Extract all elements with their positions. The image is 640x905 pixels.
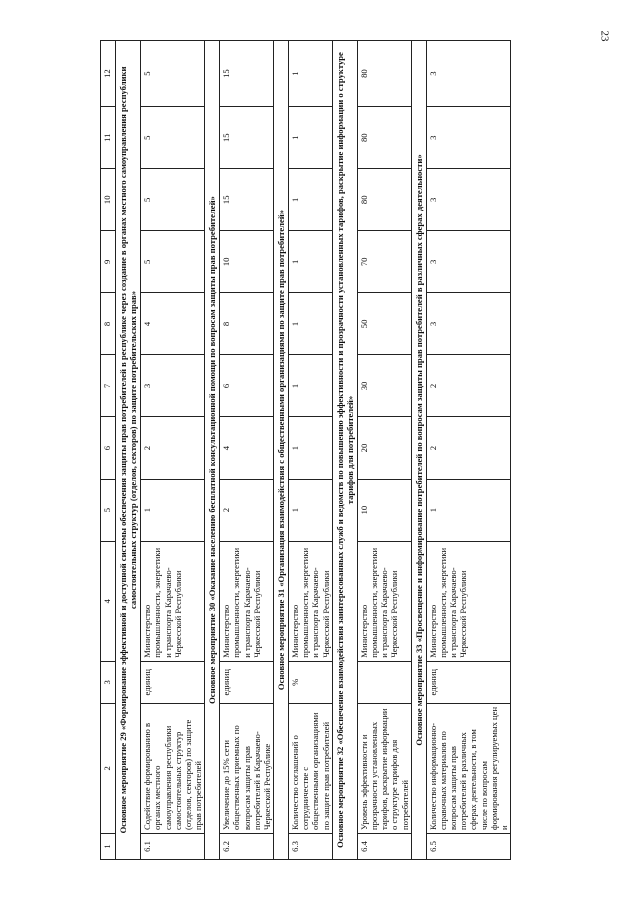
- col-header: 4: [101, 541, 116, 661]
- section-title-row: [116, 41, 141, 860]
- year-value: 1: [289, 169, 333, 231]
- year-value: 15: [220, 169, 274, 231]
- year-value: 5: [141, 231, 205, 293]
- unit-of-measure: [357, 661, 411, 703]
- row-number: 6.3: [289, 833, 333, 859]
- col-header: 6: [101, 417, 116, 479]
- year-value: 1: [289, 417, 333, 479]
- header-row: [101, 41, 116, 860]
- unit-of-measure: единиц: [426, 661, 510, 703]
- year-value: 30: [357, 355, 411, 417]
- year-value: 2: [141, 417, 205, 479]
- rotated-table-container: [100, 40, 570, 860]
- section-title: Основное мероприятие 29 «Формирование эффективной и доступной системы обеспечения защиты прав потребителей в республике через создание в органах местного самоуправления республики самостоятельных структур (отделов, секторов) по защите потребительских прав»: [116, 41, 141, 860]
- year-value: 80: [357, 169, 411, 231]
- year-value: 3: [426, 293, 510, 355]
- indicator-name: Количество информационно-справочных материалов по вопросам защиты прав потребителей в различных сферах деятельности, в том числе по вопросам формирования регулируемых цен и: [426, 703, 510, 833]
- table-row: [357, 41, 411, 860]
- year-value: 5: [141, 41, 205, 107]
- responsible-executor: Министерство промышленности, энергетики и транспорта Карачаево-Черкесской Республики: [220, 541, 274, 661]
- col-header: 9: [101, 231, 116, 293]
- year-value: 70: [357, 231, 411, 293]
- year-value: 6: [220, 355, 274, 417]
- year-value: 1: [289, 355, 333, 417]
- section-title: Основное мероприятие 31 «Организация взаимодействия с общественными организациями по защите прав потребителей»: [273, 41, 288, 860]
- col-header: 8: [101, 293, 116, 355]
- year-value: 2: [426, 355, 510, 417]
- section-title-row: [332, 41, 357, 860]
- row-number: 6.5: [426, 833, 510, 859]
- year-value: 20: [357, 417, 411, 479]
- year-value: 15: [220, 107, 274, 169]
- section-title: Основное мероприятие 33 «Просвещение и информирование потребителей по вопросам защиты прав потребителей в различных сферах деятельности»: [411, 41, 426, 860]
- section-title: Основное мероприятие 32 «Обеспечение взаимодействия заинтересованных служб и ведомств по повышению эффективности и прозрачности установленных тарифов, раскрытие информации о структуре тарифов для потребителей»: [332, 41, 357, 860]
- year-value: 1: [289, 293, 333, 355]
- year-value: 3: [141, 355, 205, 417]
- col-header: 10: [101, 169, 116, 231]
- year-value: 1: [289, 107, 333, 169]
- table-row: [426, 41, 510, 860]
- year-value: 50: [357, 293, 411, 355]
- year-value: 8: [220, 293, 274, 355]
- row-number: 6.2: [220, 833, 274, 859]
- page-number: 23: [598, 30, 611, 42]
- year-value: 3: [426, 41, 510, 107]
- unit-of-measure: %: [289, 661, 333, 703]
- year-value: 1: [289, 479, 333, 541]
- section-title-row: [205, 41, 220, 860]
- year-value: 1: [426, 479, 510, 541]
- col-header: 2: [101, 703, 116, 833]
- responsible-executor: Министерство промышленности, энергетики и транспорта Карачаево-Черкесской Республики: [141, 541, 205, 661]
- year-value: 10: [220, 231, 274, 293]
- section-title-row: [273, 41, 288, 860]
- year-value: 4: [141, 293, 205, 355]
- col-header: 11: [101, 107, 116, 169]
- section-title: Основное мероприятие 30 «Оказание населению бесплатной консультационной помощи по вопросам защиты прав потребителей»: [205, 41, 220, 860]
- year-value: 5: [141, 169, 205, 231]
- unit-of-measure: единиц: [141, 661, 205, 703]
- year-value: 2: [220, 479, 274, 541]
- indicator-name: Количество соглашений о сотрудничестве с общественными организациями по защите прав потребителей: [289, 703, 333, 833]
- year-value: 80: [357, 107, 411, 169]
- responsible-executor: Министерство промышленности, энергетики и транспорта Карачаево-Черкесской Республики: [426, 541, 510, 661]
- col-header: 1: [101, 833, 116, 859]
- table-row: [141, 41, 205, 860]
- indicator-name: Увеличение до 15% сети общественных приемных по вопросам защиты прав потребителей в Карачаево-Черкесской Республике: [220, 703, 274, 833]
- responsible-executor: Министерство промышленности, энергетики и транспорта Карачаево-Черкесской Республики: [357, 541, 411, 661]
- year-value: 4: [220, 417, 274, 479]
- table-row: [289, 41, 333, 860]
- year-value: 10: [357, 479, 411, 541]
- year-value: 1: [289, 41, 333, 107]
- year-value: 3: [426, 231, 510, 293]
- year-value: 80: [357, 41, 411, 107]
- year-value: 15: [220, 41, 274, 107]
- col-header: 5: [101, 479, 116, 541]
- col-header: 12: [101, 41, 116, 107]
- row-number: 6.1: [141, 833, 205, 859]
- indicators-table: [100, 40, 511, 860]
- responsible-executor: Министерство промышленности, энергетики и транспорта Карачаево-Черкесской Республики: [289, 541, 333, 661]
- section-title-row: [411, 41, 426, 860]
- unit-of-measure: единиц: [220, 661, 274, 703]
- table-body: [116, 41, 511, 860]
- col-header: 3: [101, 661, 116, 703]
- table-row: [220, 41, 274, 860]
- row-number: 6.4: [357, 833, 411, 859]
- year-value: 2: [426, 417, 510, 479]
- indicator-name: Содействие формированию в органах местного самоуправления республики самостоятельных структур (отделов, секторов) по защите прав потребителей: [141, 703, 205, 833]
- col-header: 7: [101, 355, 116, 417]
- year-value: 3: [426, 169, 510, 231]
- year-value: 3: [426, 107, 510, 169]
- indicator-name: Уровень эффективности и прозрачности установленных тарифов, раскрытие информации о структуре тарифов для потребителей: [357, 703, 411, 833]
- year-value: 5: [141, 107, 205, 169]
- year-value: 1: [141, 479, 205, 541]
- year-value: 1: [289, 231, 333, 293]
